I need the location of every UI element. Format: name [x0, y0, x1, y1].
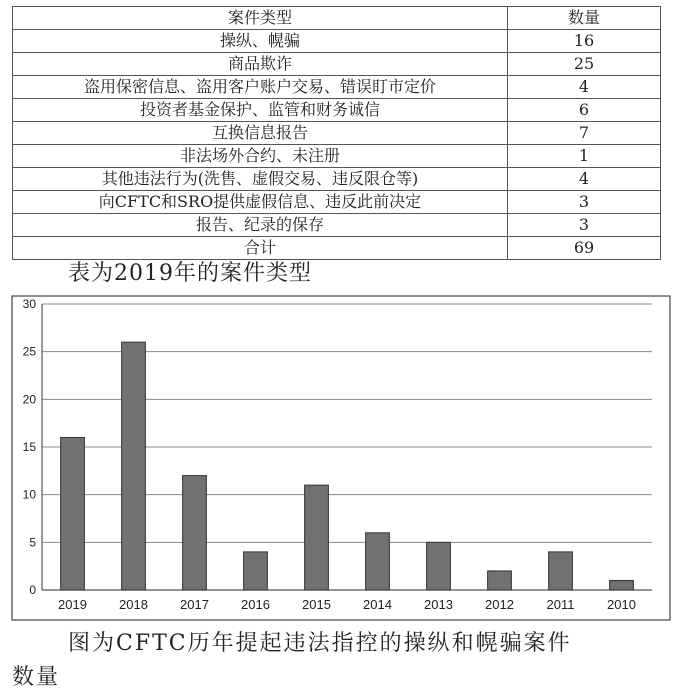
- total-count-cell: 69: [508, 237, 661, 260]
- case-count-cell: 3: [508, 214, 661, 237]
- table-caption: 表为2019年的案件类型: [68, 261, 312, 286]
- y-tick-label: 30: [22, 297, 36, 311]
- y-tick-label: 0: [29, 583, 36, 597]
- case-type-cell: 其他违法行为(洗售、虚假交易、违反限仓等): [13, 168, 508, 191]
- case-type-cell: 盗用保密信息、盗用客户账户交易、错误盯市定价: [13, 76, 508, 99]
- table-row: [13, 76, 661, 99]
- case-type-cell: 向CFTC和SRO提供虚假信息、违反此前决定: [13, 191, 508, 214]
- table-row: [13, 145, 661, 168]
- case-count-cell: 3: [508, 191, 661, 214]
- x-tick-label: 2018: [119, 597, 148, 612]
- bar-2016: [244, 552, 268, 590]
- bar-2019: [61, 437, 85, 590]
- chart-caption: 图为CFTC历年提起违法指控的操纵和幌骗案件: [68, 631, 572, 656]
- table-row: [13, 214, 661, 237]
- table-row: [13, 53, 661, 76]
- y-tick-label: 15: [22, 440, 36, 454]
- x-tick-label: 2012: [485, 597, 514, 612]
- case-type-table: [12, 6, 661, 260]
- x-tick-label: 2019: [58, 597, 87, 612]
- chart-caption-continued: 数量: [12, 665, 61, 690]
- x-tick-label: 2016: [241, 597, 270, 612]
- case-count-cell: 7: [508, 122, 661, 145]
- case-count-cell: 4: [508, 76, 661, 99]
- x-tick-label: 2015: [302, 597, 331, 612]
- bar-chart: [0, 292, 682, 626]
- case-type-cell: 投资者基金保护、监管和财务诚信: [13, 99, 508, 122]
- table-header-row: [13, 7, 661, 30]
- x-tick-label: 2017: [180, 597, 209, 612]
- total-label-cell: 合计: [13, 237, 508, 260]
- table-row: [13, 191, 661, 214]
- table-row: [13, 30, 661, 53]
- x-tick-label: 2010: [607, 597, 636, 612]
- bar-2018: [122, 342, 146, 590]
- case-count-cell: 1: [508, 145, 661, 168]
- case-count-cell: 6: [508, 99, 661, 122]
- x-tick-label: 2011: [546, 597, 575, 612]
- case-type-cell: 非法场外合约、未注册: [13, 145, 508, 168]
- y-tick-label: 5: [29, 535, 36, 550]
- case-type-cell: 报告、纪录的保存: [13, 214, 508, 237]
- bar-2015: [305, 485, 329, 590]
- case-type-cell: 操纵、幌骗: [13, 30, 508, 53]
- y-tick-label: 10: [22, 487, 36, 502]
- bar-2010: [610, 580, 634, 590]
- table-row: [13, 99, 661, 122]
- bar-2012: [488, 571, 512, 590]
- case-count-cell: 25: [508, 53, 661, 76]
- table-row: [13, 168, 661, 191]
- header-case-type: 案件类型: [13, 7, 508, 30]
- header-count: 数量: [508, 7, 661, 30]
- bar-2014: [366, 533, 390, 590]
- bar-2011: [549, 552, 573, 590]
- y-tick-label: 25: [22, 344, 36, 359]
- x-tick-label: 2014: [363, 597, 392, 612]
- y-tick-label: 20: [22, 392, 36, 407]
- bar-2017: [183, 476, 207, 590]
- bar-2013: [427, 542, 451, 590]
- table-row: [13, 122, 661, 145]
- case-type-cell: 商品欺诈: [13, 53, 508, 76]
- case-count-cell: 16: [508, 30, 661, 53]
- bar-chart-svg: [0, 292, 682, 622]
- case-count-cell: 4: [508, 168, 661, 191]
- case-type-cell: 互换信息报告: [13, 122, 508, 145]
- x-tick-label: 2013: [424, 597, 453, 612]
